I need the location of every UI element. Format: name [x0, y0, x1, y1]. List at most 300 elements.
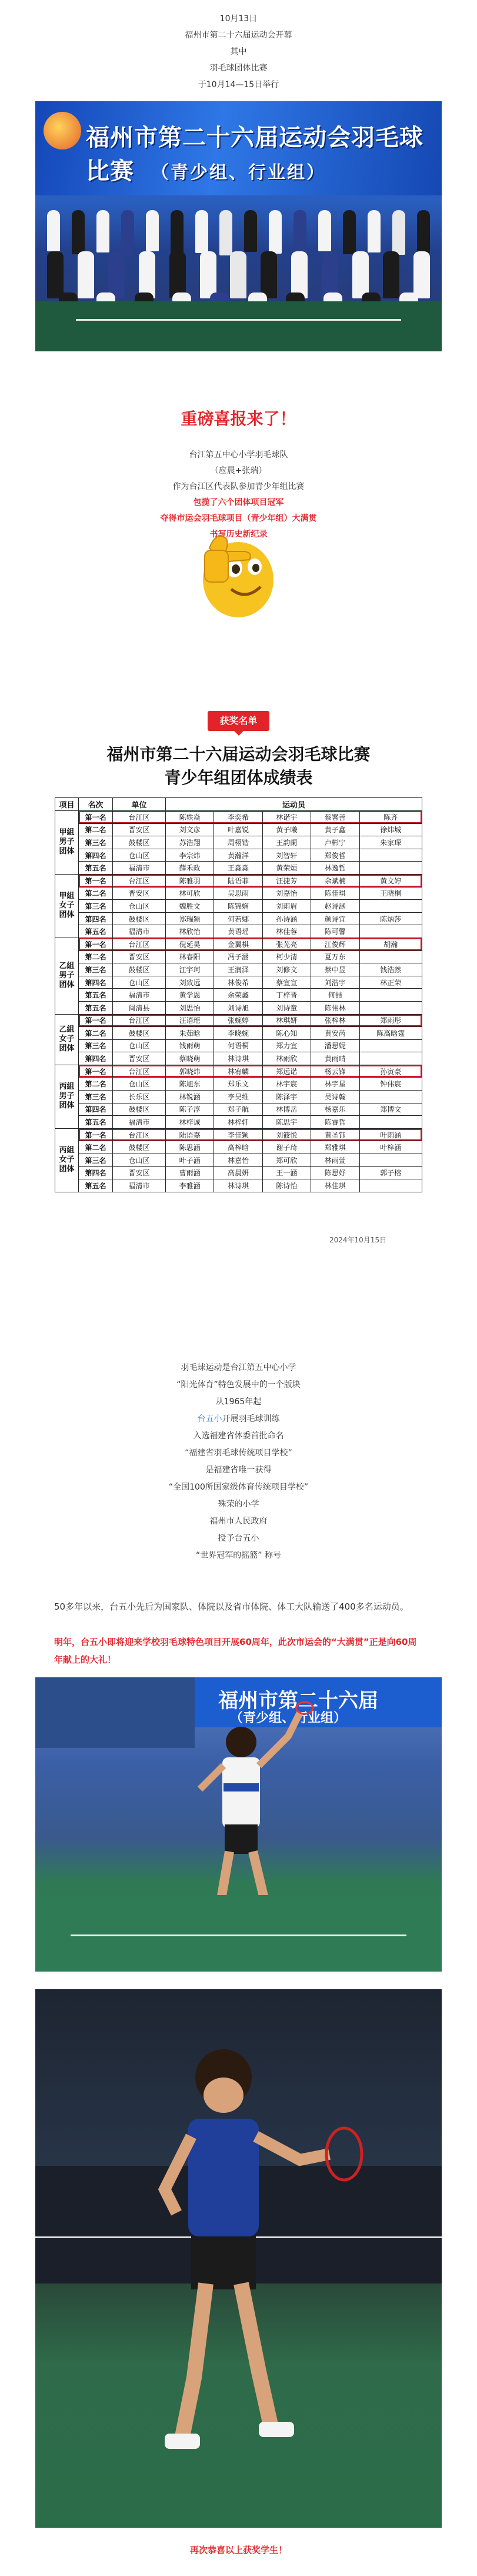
event-cell: 乙組男子团体 [55, 938, 79, 1014]
rank-cell: 第一名 [79, 938, 113, 950]
rank-cell: 第五名 [79, 862, 113, 875]
intro-block [0, 0, 477, 93]
player-cell: 李晓婉 [214, 1027, 262, 1040]
table-row [55, 823, 422, 836]
action-photo-net [35, 1989, 442, 2528]
player-cell: 郑雅琪 [311, 1141, 359, 1154]
player-cell: 林春阳 [166, 950, 214, 963]
unit-cell: 台江区 [113, 1014, 166, 1027]
player-cell: 陆语嘉 [166, 1128, 214, 1141]
table-row [55, 1052, 422, 1065]
event-cell: 丙組女子团体 [55, 1128, 79, 1192]
player-cell: 陈心知 [262, 1027, 311, 1040]
player-cell: 郑雨彤 [359, 1014, 422, 1027]
player-cell: 吴诗翰 [311, 1091, 359, 1103]
player-cell: 徐炜城 [359, 823, 422, 836]
unit-cell: 台江区 [113, 1065, 166, 1078]
player-cell: 胡瀚 [359, 938, 422, 950]
player-cell: 陈子淳 [166, 1103, 214, 1116]
player-cell: 陈高晗霆 [359, 1027, 422, 1040]
table-row [55, 976, 422, 989]
table-row [55, 1078, 422, 1091]
player-cell: 赵诗涵 [311, 900, 359, 913]
rank-cell: 第二名 [79, 823, 113, 836]
school-line: 入选福建省体委首批命名 [193, 1431, 284, 1441]
player-cell [359, 1091, 422, 1103]
player-cell: 林宇宸 [262, 1078, 311, 1091]
player-cell: 孙寅豪 [359, 1065, 422, 1078]
player-cell: 林嘉怡 [214, 1154, 262, 1167]
table-row [55, 1116, 422, 1129]
player-cell: 林俊希 [214, 976, 262, 989]
player-cell: 陆语菲 [214, 874, 262, 887]
unit-cell: 鼓楼区 [113, 836, 166, 849]
player-cell [359, 925, 422, 938]
player-cell: 张芜亮 [262, 938, 311, 950]
player-cell: 叶梓涵 [359, 1141, 422, 1154]
school-line: 羽毛球运动是台江第五中心小学 [181, 1363, 296, 1372]
unit-cell: 长乐区 [113, 1091, 166, 1103]
table-row [55, 862, 422, 875]
player-cell: 黄学恩 [166, 989, 214, 1002]
player-cell: 余斌楠 [311, 874, 359, 887]
player-cell: 刘雨眉 [262, 900, 311, 913]
player-cell: 陈睿哲 [311, 1116, 359, 1129]
player-cell: 郑瑞颖 [166, 912, 214, 925]
player-cell: 林诺宇 [262, 811, 311, 824]
player-cell: 王韵阑 [262, 836, 311, 849]
player-cell: 郑子航 [214, 1103, 262, 1116]
player-cell [359, 849, 422, 862]
player-cell: 金翼棋 [214, 938, 262, 950]
venue-banner-subtitle: （青少组、行业组） [230, 1711, 347, 1726]
award-badge: 获奖名单 [208, 711, 269, 731]
player-cell: 夏万东 [311, 950, 359, 963]
headline: 重磅喜报来了！ [181, 409, 296, 428]
player-cell: 王一涵 [262, 1166, 311, 1179]
unit-cell: 台江区 [113, 1128, 166, 1141]
rank-cell: 第五名 [79, 1116, 113, 1129]
player-cell: 陈锦娴 [214, 900, 262, 913]
unit-cell: 仓山区 [113, 1078, 166, 1091]
intro-line: 其中 [230, 47, 247, 56]
player-cell [359, 1052, 422, 1065]
player-cell: 林诗琪 [214, 1052, 262, 1065]
table-row [55, 1179, 422, 1192]
player-cell: 郑远诺 [262, 1065, 311, 1078]
school-line: 殊荣的小学 [218, 1500, 259, 1509]
player-cell: 蔡中昱 [311, 963, 359, 976]
results-table [55, 797, 422, 1192]
unit-cell: 晋安区 [113, 887, 166, 900]
player-cell: 蔡晓萌 [166, 1052, 214, 1065]
player-cell: 林逸哲 [311, 862, 359, 875]
event-cell: 丙組男子团体 [55, 1065, 79, 1128]
player-cell: 冯子涵 [214, 950, 262, 963]
intro-line: 10月13日 [219, 14, 258, 24]
school-name-highlight: 台五小 [197, 1414, 222, 1424]
player-cell: 陈思妤 [311, 1166, 359, 1179]
unit-cell: 晋安区 [113, 950, 166, 963]
player-cell: 陈雅羽 [166, 874, 214, 887]
rank-cell: 第五名 [79, 989, 113, 1002]
event-cell: 乙組女子团体 [55, 1014, 79, 1065]
player-cell: 李佳颖 [214, 1128, 262, 1141]
banner-title: 福州市第二十六届运动会羽毛球比赛 [86, 124, 423, 185]
rank-cell: 第二名 [79, 1027, 113, 1040]
table-row [55, 1001, 422, 1014]
player-cell: 朱茹晗 [166, 1027, 214, 1040]
player-cell: 林佳蓉 [262, 925, 311, 938]
player-cell: 刘嘉怡 [262, 887, 311, 900]
player-cell: 刘诗旭 [214, 1001, 262, 1014]
rank-cell: 第二名 [79, 950, 113, 963]
player-cell: 叶雨涵 [359, 1128, 422, 1141]
court-floor [35, 301, 442, 351]
intro-line: 羽毛球团体比赛 [209, 64, 268, 73]
event-banner [35, 101, 442, 195]
player-cell: 杨嘉乐 [311, 1103, 359, 1116]
unit-cell: 闽清县 [113, 1001, 166, 1014]
school-line [0, 1411, 477, 1428]
rank-cell: 第三名 [79, 963, 113, 976]
announce-line: 作为台江区代表队参加青少年组比赛 [172, 482, 305, 491]
results-title-line: 青少年组团体成绩表 [164, 768, 313, 787]
player-cell: 黄瀚洋 [214, 849, 262, 862]
player-cell: 王润泽 [214, 963, 262, 976]
results-title [0, 743, 477, 790]
table-row [55, 1166, 422, 1179]
player-cell: 王晓桐 [359, 887, 422, 900]
player-cell [359, 1001, 422, 1014]
table-row [55, 1154, 422, 1167]
table-row [55, 1091, 422, 1103]
rank-cell: 第一名 [79, 811, 113, 824]
player-cell: 林琪妍 [262, 1014, 311, 1027]
player-cell [359, 862, 422, 875]
player-cell: 黄子鑫 [311, 823, 359, 836]
player-cell: 颜诗宜 [311, 912, 359, 925]
unit-cell: 仓山区 [113, 1154, 166, 1167]
player-cell: 江宇珂 [166, 963, 214, 976]
rank-cell: 第五名 [79, 1001, 113, 1014]
header-rank: 名次 [79, 798, 113, 811]
announce-line: （应晨+张瑞） [210, 466, 267, 476]
player-cell: 陈思涵 [166, 1141, 214, 1154]
table-row [55, 925, 422, 938]
unit-cell: 鼓楼区 [113, 1103, 166, 1116]
rank-cell: 第二名 [79, 1141, 113, 1154]
player-cell: 蔡署善 [311, 811, 359, 824]
results-date: 2024年10月15日 [329, 1236, 387, 1244]
player-cell: 刘思怡 [166, 1001, 214, 1014]
player-cell: 陈轶焱 [166, 811, 214, 824]
group-photo [35, 101, 442, 351]
school-line: 从1965年起 [215, 1397, 262, 1407]
rank-cell: 第四名 [79, 1052, 113, 1065]
history-paragraph: 50多年以来，台五小先后为国家队、体院以及省市体院、体工大队输送了400多名运动员。 [54, 1601, 409, 1612]
announce-highlight: 包揽了六个团体项目冠军 [193, 498, 284, 507]
unit-cell: 仓山区 [113, 900, 166, 913]
table-row [55, 963, 422, 976]
player-cell: 陈佳琪 [311, 887, 359, 900]
player-cell: 郑乐文 [214, 1078, 262, 1091]
table-header-row [55, 798, 422, 811]
player-figure-net [112, 2013, 371, 2495]
anniversary-paragraph: 明年，台五小即将迎来学校羽毛球特色项目开展60周年，此次市运会的“大满贯”正是向60周年献上的大礼！ [54, 1637, 417, 1665]
player-cell: 卢彬宁 [311, 836, 359, 849]
player-cell: 陈伟林 [311, 1001, 359, 1014]
player-cell: 谢子琦 [262, 1141, 311, 1154]
player-cell: 倪延昊 [166, 938, 214, 950]
unit-cell: 晋安区 [113, 823, 166, 836]
rank-cell: 第三名 [79, 1039, 113, 1052]
player-cell: 陈诗怡 [262, 1179, 311, 1192]
rank-cell: 第一名 [79, 1065, 113, 1078]
rank-cell: 第五名 [79, 1179, 113, 1192]
player-cell: 薛禾政 [166, 862, 214, 875]
unit-cell: 鼓楼区 [113, 1141, 166, 1154]
player-cell: 王淼淼 [214, 862, 262, 875]
table-row [55, 950, 422, 963]
player-cell: 张梓林 [311, 1014, 359, 1027]
player-cell: 何喆 [311, 989, 359, 1002]
player-cell: 郭晓炜 [166, 1065, 214, 1078]
player-cell: 潘思妮 [311, 1039, 359, 1052]
player-cell: 李奕希 [214, 811, 262, 824]
results-title-line: 福州市第二十六届运动会羽毛球比赛 [106, 744, 371, 764]
player-cell: 林正荣 [359, 976, 422, 989]
player-cell: 陈旭东 [166, 1078, 214, 1091]
event-logo-icon [44, 112, 81, 149]
school-intro [0, 1360, 477, 1564]
player-cell: 李宗炜 [166, 849, 214, 862]
player-cell: 黄圣钰 [311, 1128, 359, 1141]
rank-cell: 第一名 [79, 1128, 113, 1141]
intro-line: 福州市第二十六届运动会开幕 [185, 31, 292, 40]
table-row [55, 1141, 422, 1154]
table-row [55, 1039, 422, 1052]
table-row [55, 912, 422, 925]
announce-highlight: 夺得市运会羽毛球项目（青少年组）大满贯 [160, 514, 317, 523]
school-line: “世界冠军的摇篮” 称号 [196, 1551, 281, 1560]
player-cell: 苏浩翔 [166, 836, 214, 849]
table-row [55, 811, 422, 824]
player-cell: 林梓诚 [166, 1116, 214, 1129]
player-cell [359, 989, 422, 1002]
player-cell: 陈泽宇 [262, 1091, 311, 1103]
crowd-row-back [47, 210, 430, 256]
crowd-row-middle [47, 251, 430, 298]
player-cell: 何语桐 [214, 1039, 262, 1052]
player-cell: 刘诗童 [262, 1001, 311, 1014]
action-photo-jump [35, 1677, 442, 1972]
player-cell: 李昊维 [214, 1091, 262, 1103]
player-cell: 郑力宜 [262, 1039, 311, 1052]
player-cell: 林诗琪 [214, 1179, 262, 1192]
unit-cell: 福清市 [113, 925, 166, 938]
player-cell: 黄子曦 [262, 823, 311, 836]
player-cell: 何若娜 [214, 912, 262, 925]
rank-cell: 第二名 [79, 887, 113, 900]
player-cell: 叶子涵 [166, 1154, 214, 1167]
player-cell: 周栩锴 [214, 836, 262, 849]
player-cell: 陈齐 [359, 811, 422, 824]
rank-cell: 第三名 [79, 1091, 113, 1103]
player-cell: 刘智轩 [262, 849, 311, 862]
player-cell: 林宇星 [311, 1078, 359, 1091]
player-cell [359, 1154, 422, 1167]
player-cell: 林博岳 [262, 1103, 311, 1116]
player-cell: 郑博文 [359, 1103, 422, 1116]
player-cell: 余荣鑫 [214, 989, 262, 1002]
rank-cell: 第四名 [79, 849, 113, 862]
player-cell: 汪语瑶 [166, 1014, 214, 1027]
table-row [55, 1065, 422, 1078]
player-cell: 林锐涵 [166, 1091, 214, 1103]
player-cell: 钱浩然 [359, 963, 422, 976]
player-cell: 黄雨晴 [311, 1052, 359, 1065]
table-row [55, 989, 422, 1002]
unit-cell: 福清市 [113, 1116, 166, 1129]
unit-cell: 福清市 [113, 989, 166, 1002]
closing-caption: 再次恭喜以上获奖学生！ [189, 2545, 287, 2555]
player-cell [359, 950, 422, 963]
player-cell: 叶嘉锐 [214, 823, 262, 836]
unit-cell: 晋安区 [113, 1052, 166, 1065]
unit-cell: 鼓楼区 [113, 1027, 166, 1040]
rank-cell: 第四名 [79, 1166, 113, 1179]
player-cell [359, 1179, 422, 1192]
header-event: 项目 [55, 798, 79, 811]
player-cell: 林佳琪 [311, 1179, 359, 1192]
player-cell: 黄语瑶 [214, 925, 262, 938]
player-cell: 陈炳莎 [359, 912, 422, 925]
table-row [55, 900, 422, 913]
player-cell: 陈思宇 [262, 1116, 311, 1129]
player-cell: 林梓轩 [214, 1116, 262, 1129]
school-line: 授予台五小 [218, 1534, 259, 1543]
header-players: 运动员 [166, 798, 422, 811]
unit-cell: 鼓楼区 [113, 912, 166, 925]
unit-cell: 台江区 [113, 938, 166, 950]
unit-cell: 晋安区 [113, 1166, 166, 1179]
school-line: “全国100所国家级体育传统项目学校” [168, 1483, 309, 1492]
announce-highlight: 书写历史新纪录 [209, 530, 268, 539]
player-cell: 黄安芮 [311, 1027, 359, 1040]
player-cell: 陈可馨 [311, 925, 359, 938]
rank-cell: 第一名 [79, 874, 113, 887]
rank-cell: 第三名 [79, 836, 113, 849]
player-cell: 高晨妍 [214, 1166, 262, 1179]
player-cell: 郑俊哲 [311, 849, 359, 862]
table-row [55, 849, 422, 862]
banner-subtitle: （青少组、行业组） [151, 162, 326, 183]
announce-line: 台江第五中心小学羽毛球队 [189, 450, 288, 460]
player-cell: 林欣怡 [166, 925, 214, 938]
player-cell: 刘文彦 [166, 823, 214, 836]
player-cell: 柯少清 [262, 950, 311, 963]
player-cell: 蔡宜宣 [262, 976, 311, 989]
school-line: 是福建省唯一获得 [205, 1465, 272, 1475]
player-cell: 丁梓晋 [262, 989, 311, 1002]
rank-cell: 第四名 [79, 1103, 113, 1116]
player-cell: 魏胜文 [166, 900, 214, 913]
unit-cell: 福清市 [113, 862, 166, 875]
player-cell: 郭子榕 [359, 1166, 422, 1179]
player-cell: 高梓晗 [214, 1141, 262, 1154]
intro-line: 于10月14—15日举行 [198, 80, 279, 89]
player-cell: 吴思雨 [214, 887, 262, 900]
player-cell: 刘浩宇 [311, 976, 359, 989]
player-cell: 江俊辉 [311, 938, 359, 950]
player-cell: 钱雨萌 [166, 1039, 214, 1052]
event-cell: 甲組男子团体 [55, 811, 79, 875]
school-line: “阳光体育”特色发展中的一个版块 [176, 1380, 301, 1390]
player-cell: 刘筱悦 [262, 1128, 311, 1141]
player-cell: 李雅涵 [166, 1179, 214, 1192]
player-cell: 曹雨涵 [166, 1166, 214, 1179]
table-row [55, 1014, 422, 1027]
unit-cell: 仓山区 [113, 849, 166, 862]
player-cell: 林可欣 [166, 887, 214, 900]
player-cell: 张婉婷 [214, 1014, 262, 1027]
player-cell: 刘致远 [166, 976, 214, 989]
player-cell [359, 1039, 422, 1052]
player-cell [359, 1116, 422, 1129]
rank-cell: 第一名 [79, 1014, 113, 1027]
table-row [55, 938, 422, 950]
player-cell: 林雨萱 [311, 1154, 359, 1167]
table-row [55, 836, 422, 849]
unit-cell: 台江区 [113, 811, 166, 824]
rank-cell: 第三名 [79, 900, 113, 913]
table-row [55, 874, 422, 887]
player-cell: 孙诗涵 [262, 912, 311, 925]
player-cell: 林宥麟 [214, 1065, 262, 1078]
unit-cell: 台江区 [113, 874, 166, 887]
rank-cell: 第三名 [79, 1154, 113, 1167]
player-cell [359, 900, 422, 913]
rank-cell: 第五名 [79, 925, 113, 938]
player-cell: 郑可欣 [262, 1154, 311, 1167]
table-row [55, 1128, 422, 1141]
table-row [55, 1027, 422, 1040]
player-cell: 朱家琛 [359, 836, 422, 849]
school-line: “福建省羽毛球传统项目学校” [185, 1448, 292, 1458]
player-cell: 林雨欣 [262, 1052, 311, 1065]
rank-cell: 第二名 [79, 1078, 113, 1091]
rank-cell: 第四名 [79, 912, 113, 925]
header-unit: 单位 [113, 798, 166, 811]
table-row [55, 1103, 422, 1116]
unit-cell: 鼓楼区 [113, 963, 166, 976]
school-line: 福州市人民政府 [209, 1517, 268, 1526]
table-row [55, 887, 422, 900]
thumbs-up-icon [199, 526, 278, 623]
unit-cell: 福清市 [113, 1179, 166, 1192]
player-cell: 黄文婷 [359, 874, 422, 887]
player-cell: 钟伟宸 [359, 1078, 422, 1091]
player-cell: 杨云锋 [311, 1065, 359, 1078]
player-cell: 刘修文 [262, 963, 311, 976]
player-cell: 黄荣烜 [262, 862, 311, 875]
event-cell: 甲組女子团体 [55, 874, 79, 938]
venue-banner-title: 福州市第二十六届 [218, 1689, 378, 1713]
player-cell: 汪捷芳 [262, 874, 311, 887]
unit-cell: 仓山区 [113, 1039, 166, 1052]
unit-cell: 仓山区 [113, 976, 166, 989]
